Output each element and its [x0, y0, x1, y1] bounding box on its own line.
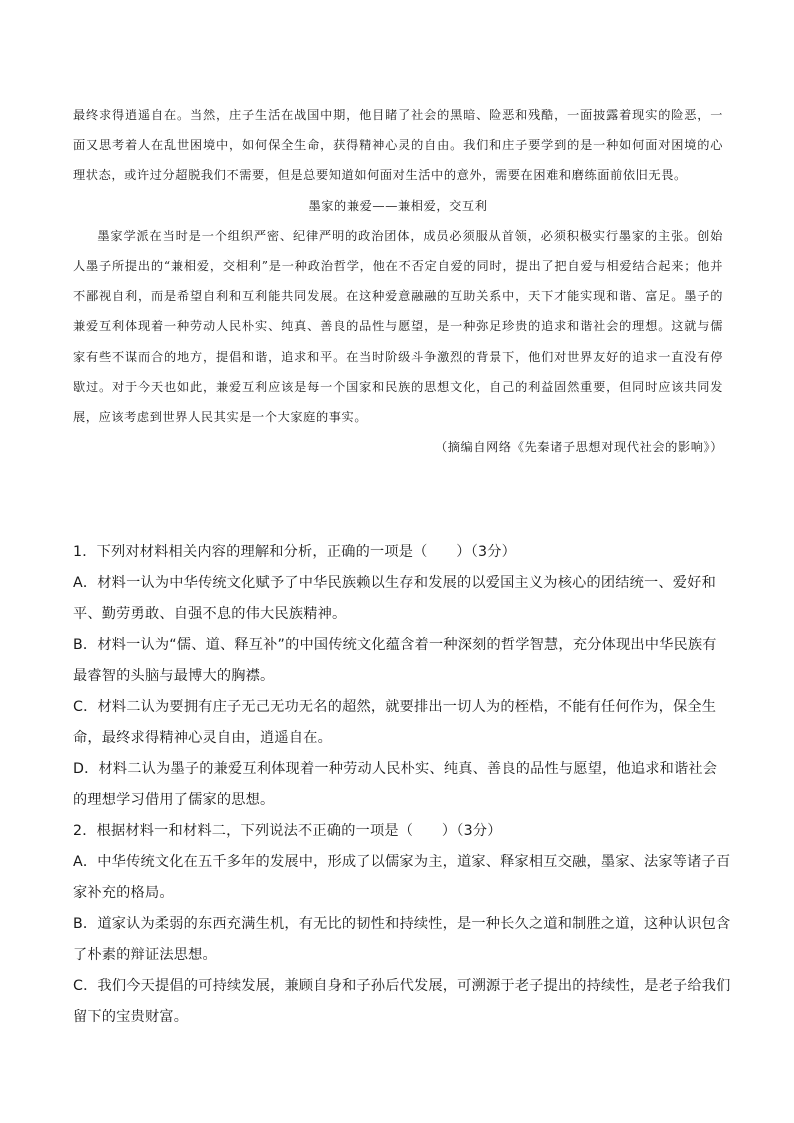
answer-option: A．材料一认为中华传统文化赋予了中华民族赖以生存和发展的以爱国主义为核心的团结统一、爱好和平、勤劳勇敢、自强不息的伟大民族精神。: [73, 575, 716, 622]
answer-option: D．材料二认为墨子的兼爱互利体现着一种劳动人民朴实、纯真、善良的品性与愿望，他追求和谐社会的理想学习借用了儒家的思想。: [73, 761, 718, 808]
passage-paragraph: 墨家学派在当时是一个组织严密、纪律严明的政治团体，成员必须服从首领，必须积极实行墨家的主张。创始人墨子所提出的“兼相爱，交相利”是一种政治哲学，他在不否定自爱的同时，提出了把自爱与相爱结合起来；他并不鄙视自利，而是希望自利和互利能共同发展。在这种爱意融融的互助关系中，天下才能实现和谐、富足。墨子的兼爱互利体现着一种劳动人民朴实、纯真、善良的品性与愿望，是一种弥足珍贵的追求和谐社会的理想。这就与儒家有些不谋而合的地方，提倡和谐，追求和平。在当时阶级斗争激烈的背景下，他们对世界友好的追求一直没有停歇过。对于今天也如此，兼爱互利应该是每一个国家和民族的思想文化，自己的利益固然重要，但同时应该共同发展，应该考虑到世界人民其实是一个大家庭的事实。: [73, 228, 723, 425]
section-heading: 墨家的兼爱——兼相爱，交互利: [308, 198, 488, 213]
reading-passage: [73, 100, 723, 462]
question-list: [73, 537, 731, 1033]
question-stem: 1．下列对材料相关内容的理解和分析，正确的一项是（ ）（3分）: [73, 544, 516, 560]
source-citation: （摘编自网络《先秦诸子思想对现代社会的影响》）: [434, 440, 723, 455]
answer-option: C．材料二认为要拥有庄子无己无功无名的超然，就要排出一切人为的桎梏，不能有任何作为，保全生命，最终求得精神心灵自由，逍遥自在。: [73, 699, 717, 746]
question-stem: 2．根据材料一和材料二，下列说法不正确的一项是（ ）（3分）: [73, 823, 502, 839]
answer-option: B．道家认为柔弱的东西充满生机，有无比的韧性和持续性，是一种长久之道和制胜之道，这种认识包含了朴素的辩证法思想。: [73, 916, 731, 963]
passage-paragraph: 最终求得逍遥自在。当然，庄子生活在战国中期，他目睹了社会的黑暗、险恶和残酷，一面披露着现实的险恶，一面又思考着人在乱世困境中，如何保全生命，获得精神心灵的自由。我们和庄子要学到的是一种如何面对困境的心理状态，或许过分超脱我们不需要，但是总要知道如何面对生活中的意外，需要在困难和磨练面前依旧无畏。: [73, 108, 723, 183]
answer-option: A．中华传统文化在五千多年的发展中，形成了以儒家为主，道家、释家相互交融，墨家、法家等诸子百家补充的格局。: [73, 854, 731, 901]
answer-option: B．材料一认为“儒、道、释互补”的中国传统文化蕴含着一种深刻的哲学智慧，充分体现出中华民族有最睿智的头脑与最博大的胸襟。: [73, 637, 717, 684]
answer-option: C．我们今天提倡的可持续发展，兼顾自身和子孙后代发展，可溯源于老子提出的持续性，是老子给我们留下的宝贵财富。: [73, 978, 731, 1025]
